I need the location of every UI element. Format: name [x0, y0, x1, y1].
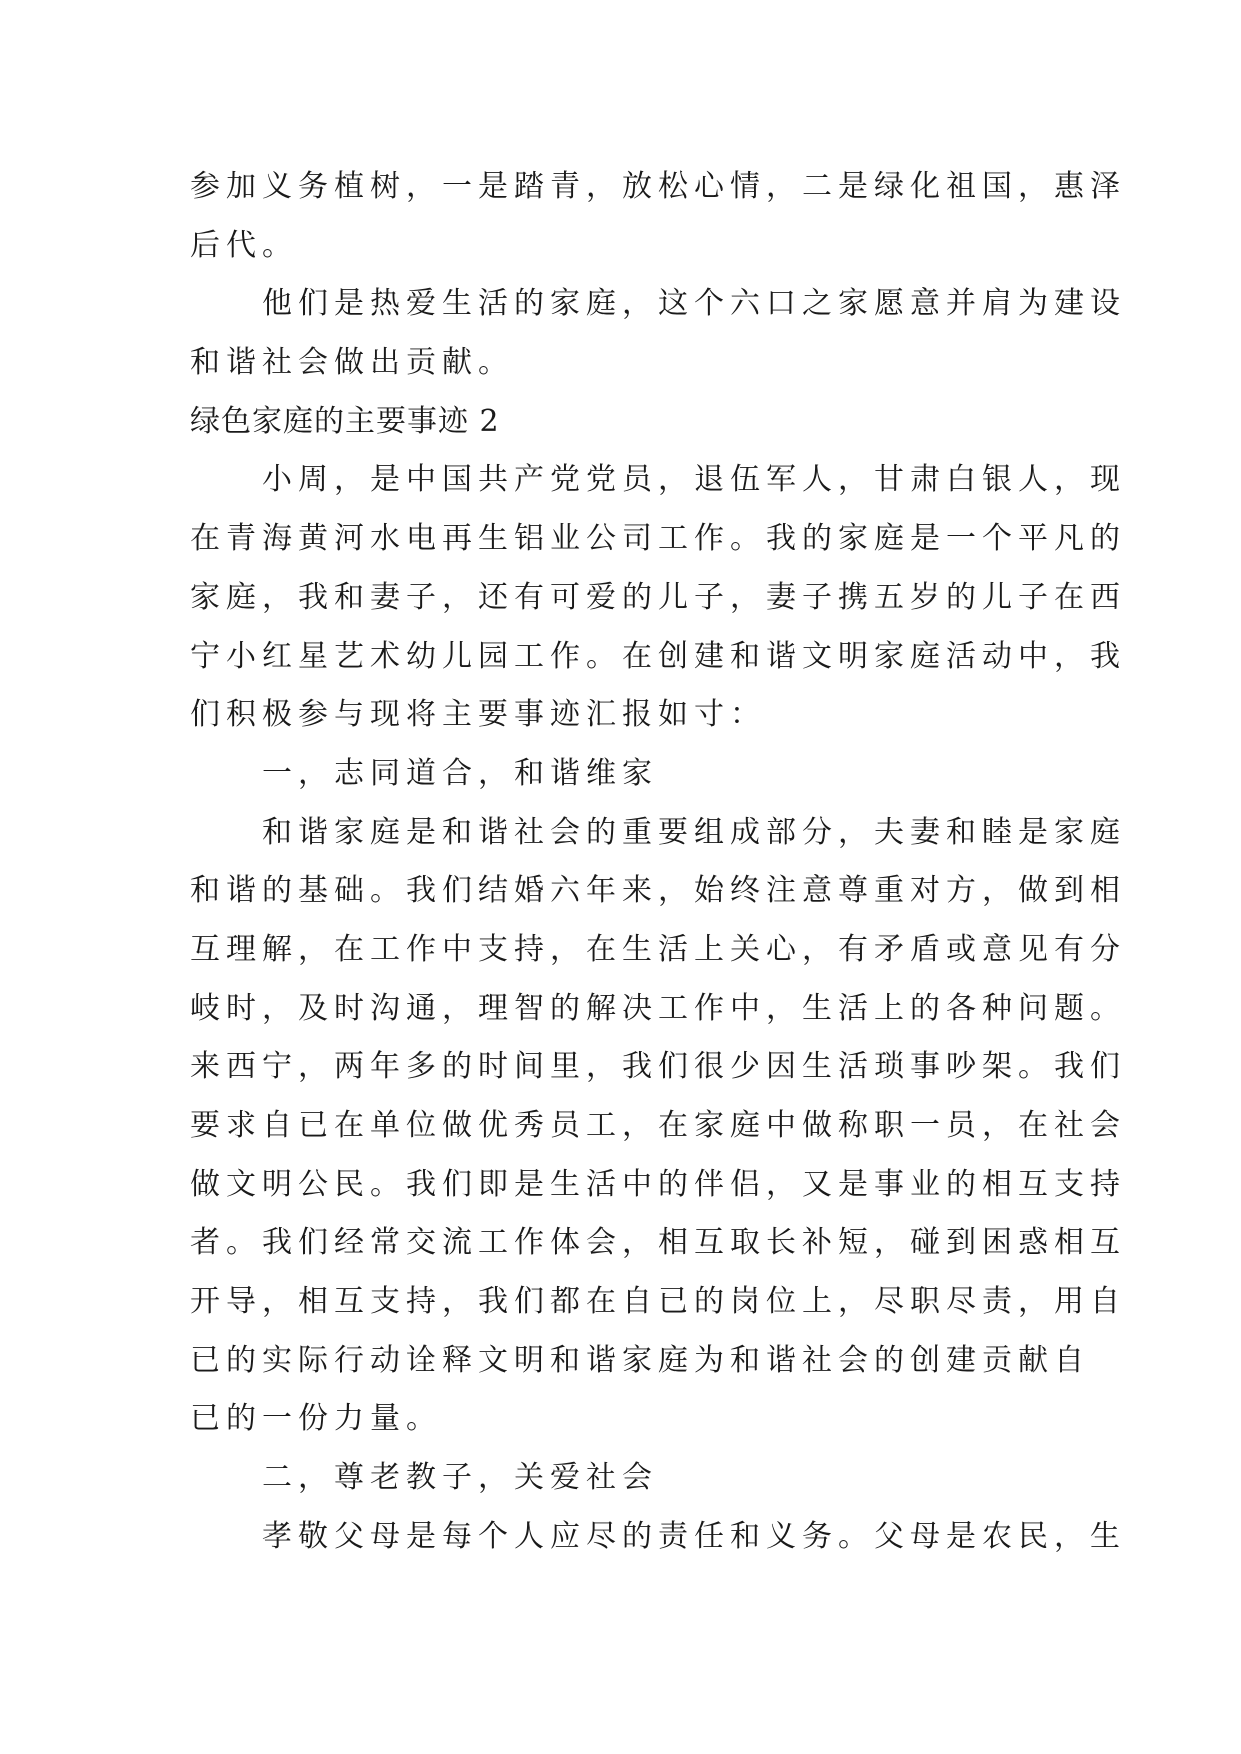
- text-line: 孝敬父母是每个人应尽的责任和义务。父母是农民，生: [262, 1518, 1126, 1554]
- text-line: 二，尊老教子，关爱社会: [262, 1460, 658, 1496]
- text-line: 在青海黄河水电再生铝业公司工作。我的家庭是一个平凡的: [190, 521, 1126, 557]
- text-line: 互理解，在工作中支持，在生活上关心，有矛盾或意见有分: [190, 931, 1126, 967]
- text-line: 小周，是中国共产党党员，退伍军人，甘肃白银人，现: [262, 462, 1126, 498]
- text-line: 宁小红星艺术幼儿园工作。在创建和谐文明家庭活动中，我: [190, 638, 1126, 674]
- text-line: 要求自已在单位做优秀员工，在家庭中做称职一员，在社会: [190, 1108, 1126, 1143]
- text-line: 者。我们经常交流工作体会，相互取长补短，碰到困惑相互: [190, 1225, 1126, 1261]
- text-line: 家庭，我和妻子，还有可爱的儿子，妻子携五岁的儿子在西: [190, 579, 1126, 615]
- text-line: 和谐社会做出贡献。: [190, 345, 514, 381]
- text-line: 一，志同道合，和谐维家: [262, 755, 658, 791]
- text-line: 参加义务植树，一是踏青，放松心情，二是绿化祖国，惠泽: [190, 169, 1126, 204]
- text-line: 开导，相互支持，我们都在自已的岗位上，尽职尽责，用自: [190, 1284, 1126, 1320]
- text-line: 岐时，及时沟通，理智的解决工作中，生活上的各种问题。: [190, 990, 1126, 1026]
- text-line: 和谐家庭是和谐社会的重要组成部分，夫妻和睦是家庭: [262, 814, 1126, 850]
- text-line: 们积极参与现将主要事迹汇报如寸：: [190, 697, 766, 733]
- text-line: 已的实际行动诠释文明和谐家庭为和谐社会的创建贡献自: [190, 1342, 1090, 1378]
- text-line: 已的一份力量。: [190, 1401, 442, 1437]
- text-line: 来西宁，两年多的时间里，我们很少因生活琐事吵架。我们: [190, 1049, 1126, 1085]
- document-body: [190, 158, 1126, 1567]
- text-line: 和谐的基础。我们结婚六年来，始终注意尊重对方，做到相: [190, 873, 1126, 909]
- section-heading: 绿色家庭的主要事迹 2: [190, 403, 500, 439]
- text-line: 后代。: [190, 227, 298, 263]
- text-line: 他们是热爱生活的家庭，这个六口之家愿意并肩为建设: [262, 286, 1126, 322]
- text-line: 做文明公民。我们即是生活中的伴侣，又是事业的相互支持: [190, 1166, 1126, 1202]
